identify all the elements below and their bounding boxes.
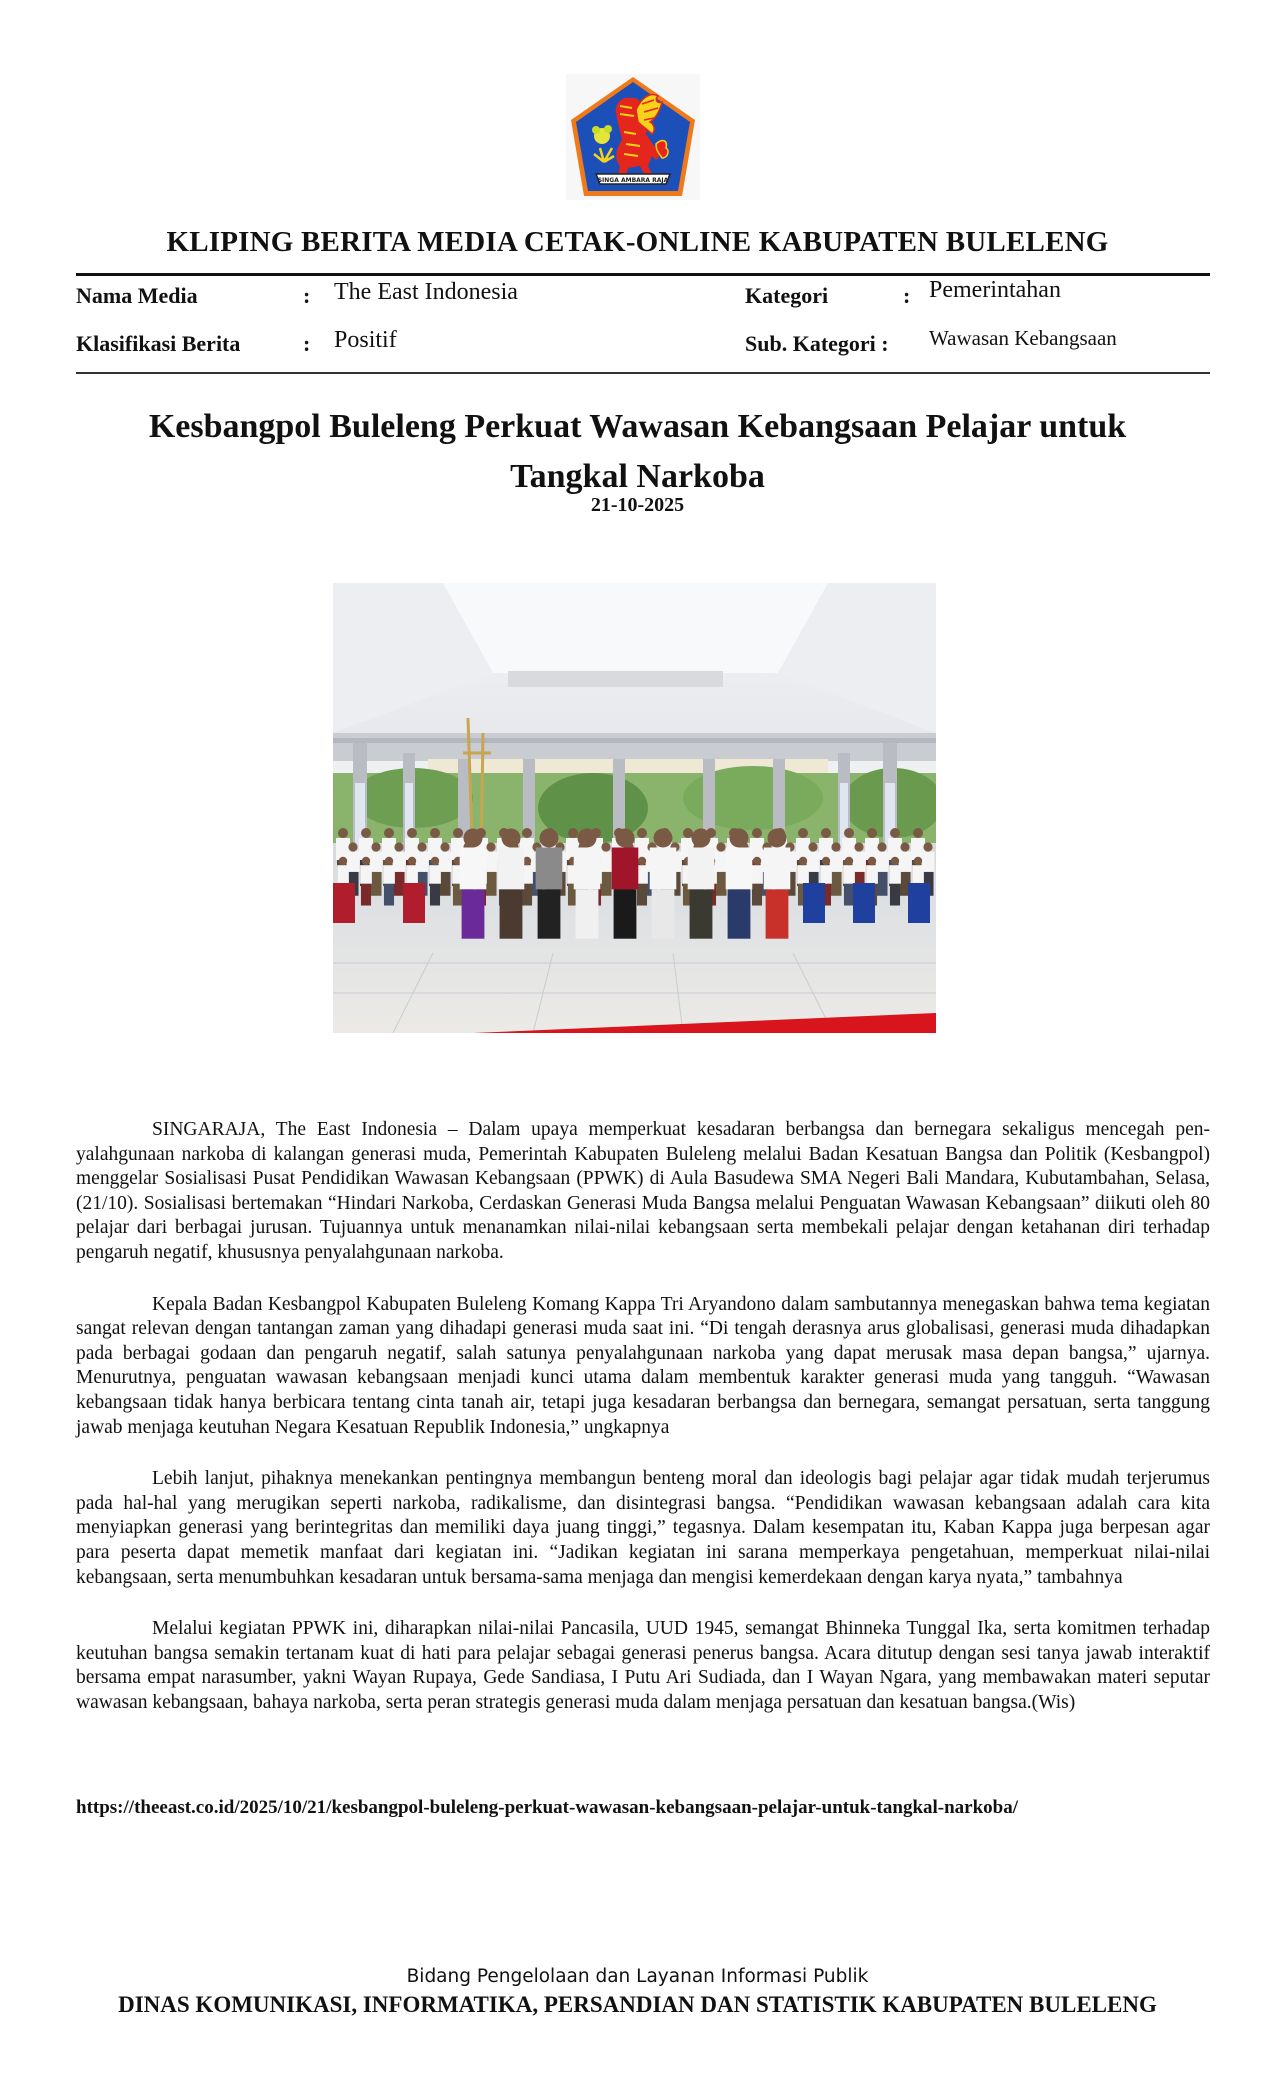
article-paragraph-1: SINGARAJA, The East Indonesia – Dalam upaya memperkuat kesadaran berbangsa dan bernegara sekaligus mencegah penyalahgunaan narkoba di kalangan generasi muda, Pemerintah Kabupaten Buleleng melalui Badan Kesatuan Bangsa dan Politik (Kesbangpol) menggelar Sosialisasi Pusat Pendidikan Wawasan Kebangsaan (PPWK) di Aula Basudewa SMA Negeri Bali Mandara, Kubutambahan, Selasa, (21/10). Sosialisasi bertemakan “Hindari Narkoba, Cerdaskan Generasi Muda Bangsa melalui Penguatan Wawasan Kebangsaan” diikuti oleh 80 pelajar dari berbagai jurusan. Tujuannya untuk menanamkan nilai-nilai kebangsaan serta membekali pelajar dengan ketahanan diri terhadap pengaruh negatif, khususnya penyalahgunaan narkoba. <box>76 1119 1210 1263</box>
category-value: Pemerintahan <box>929 277 1061 303</box>
article-headline: Kesbangpol Buleleng Perkuat Wawasan Kebangsaan Pelajar untuk Tangkal Narkoba <box>148 408 1127 495</box>
source-link[interactable]: https://theeast.co.id/2025/10/21/kesbangpol-buleleng-perkuat-wawasan-kebangsaan-pelajar-untuk-tangkal-narkoba/ <box>76 1797 1019 1818</box>
header-divider-bottom <box>76 372 1210 374</box>
category-colon: : <box>903 283 911 308</box>
media-name-value: The East Indonesia <box>334 279 518 305</box>
article-body <box>76 1118 1210 1742</box>
chair <box>403 883 425 923</box>
media-name-label: Nama Media <box>76 283 198 308</box>
article-paragraph-2: Kepala Badan Kesbangpol Kabupaten Buleleng Komang Kappa Tri Aryandono dalam sambutannya menegaskan bahwa tema kegiatan sangat relevan dengan tantangan zaman yang dihadapi generasi muda saat ini. “Di tengah derasnya arus globalisasi, generasi muda dihadapkan pada berbagai godaan dan pengaruh negatif, salah satunya penyalahgunaan narkoba yang dapat merusak masa depan bangsa,” ujarnya. Menurutnya, penguatan wawasan kebangsaan menjadi kunci utama dalam membentuk karakter generasi muda yang tangguh. “Wawasan kebangsaan tidak hanya berbicara tentang cinta tanah air, tetapi juga kesadaran berbangsa dan bernegara, semangat persatuan, serta tanggung jawab menjaga keutuhan Negara Kesatuan Republik Indonesia,” ungkapnya <box>76 1293 1210 1438</box>
footer-unit-name: Bidang Pengelolaan dan Layanan Informasi Publik <box>406 1966 869 1987</box>
subcategory-value: Wawasan Kebangsaan <box>929 326 1117 350</box>
chair <box>803 883 825 923</box>
document-title: KLIPING BERITA MEDIA CETAK-ONLINE KABUPATEN BULELENG <box>166 226 1109 258</box>
subcategory-label: Sub. Kategori : <box>745 331 889 356</box>
chair <box>908 883 930 923</box>
classification-colon: : <box>303 331 311 356</box>
chair <box>853 883 875 923</box>
chair <box>333 883 355 923</box>
event-group-photo <box>333 583 936 1033</box>
buleleng-regency-emblem-icon <box>566 74 700 200</box>
article-date: 21-10-2025 <box>590 494 685 516</box>
header-divider-top <box>76 273 1210 276</box>
classification-label: Klasifikasi Berita <box>76 331 241 356</box>
article-paragraph-3: Lebih lanjut, pihaknya menekankan pentingnya membangun benteng moral dan ideologis bagi pelajar agar tidak mudah terjerumus pada hal-hal yang merugikan seperti narkoba, radikalisme, dan disintegrasi bangsa. “Pendidikan wawasan kebangsaan adalah cara kita menyiapkan generasi yang berintegritas dan memiliki daya juang tinggi,” tegasnya. Dalam kesempatan itu, Kaban Kappa juga berpesan agar para peserta dapat memetik manfaat dari kegiatan ini. “Jadikan kegiatan ini sarana memperkaya pengetahuan, memperkuat nilai-nilai kebangsaan, serta menumbuhkan kesadaran untuk bersama-sama menjaga dan mengisi kemerdekaan dengan karya nyata,” tambahnya <box>76 1468 1210 1588</box>
category-label: Kategori <box>745 283 829 308</box>
logo-motto: SINGA AMBARA RAJA <box>597 177 669 184</box>
media-name-colon: : <box>303 283 311 308</box>
article-paragraph-4: Melalui kegiatan PPWK ini, diharapkan nilai-nilai Pancasila, UUD 1945, semangat Bhinneka Tunggal Ika, serta komitmen terhadap keutuhan bangsa semakin tertanam kuat di hati para pelajar sebagai generasi penerus bangsa. Acara ditutup dengan sesi tanya jawab interaktif bersama empat narasumber, yakni Wayan Rupaya, Gede Sandiasa, I Putu Ari Sudiada, dan I Wayan Ngara, yang membawakan materi seputar wawasan kebangsaan, bahaya narkoba, serta peran strategis generasi muda dalam menjaga persatuan dan kesatuan bangsa.(Wis) <box>76 1618 1210 1713</box>
footer-agency-name: DINAS KOMUNIKASI, INFORMATIKA, PERSANDIAN DAN STATISTIK KABUPATEN BULELENG <box>118 1992 1157 2017</box>
classification-value: Positif <box>334 327 397 353</box>
